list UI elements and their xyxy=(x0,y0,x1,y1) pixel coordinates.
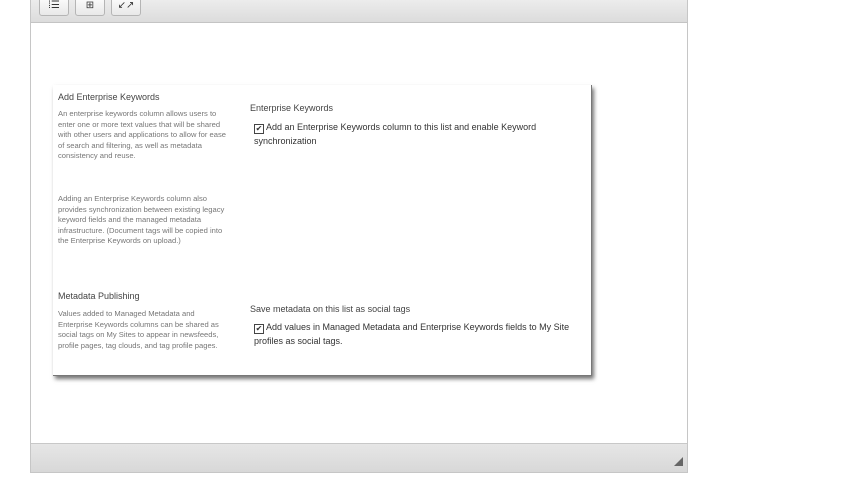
expand-icon-button[interactable] xyxy=(111,0,141,16)
settings-panel xyxy=(53,85,592,376)
expand-icon: ↙↗ xyxy=(117,0,135,11)
publishing-checkbox-row[interactable] xyxy=(254,320,594,348)
table-icon: ⊞ xyxy=(85,0,95,11)
keywords-description-2: Adding an Enterprise Keywords column also provides synchronization between existing legacy keyword fields and the managed metadata infrastructure. (Document tags will be copied into the Enterprise Keywords on upload.) xyxy=(58,194,225,246)
keywords-checkbox-label: Add an Enterprise Keywords column to this list and enable Keyword synchronization xyxy=(254,122,537,146)
publishing-checkbox[interactable]: ✔ xyxy=(255,324,263,333)
status-bar xyxy=(31,443,687,472)
keywords-section-title: Add Enterprise Keywords xyxy=(58,92,160,102)
list-icon-button[interactable] xyxy=(39,0,69,16)
keywords-checkbox[interactable]: ✔ xyxy=(255,124,263,133)
keywords-field-label: Enterprise Keywords xyxy=(250,103,334,113)
resize-grip-icon[interactable] xyxy=(674,457,683,466)
publishing-checkbox-label: Add values in Managed Metadata and Enterprise Keywords fields to My Site profiles as social tags. xyxy=(254,322,570,346)
toolbar xyxy=(31,0,687,23)
keywords-checkbox-row[interactable] xyxy=(254,120,584,148)
list-icon: ⁞☰ xyxy=(48,0,60,11)
publishing-field-label: Save metadata on this list as social tags xyxy=(250,304,411,314)
publishing-section-title: Metadata Publishing xyxy=(58,291,140,301)
keywords-description: An enterprise keywords column allows users to enter one or more text values that will be shared with other users and applications to allow for ease of search and filtering, as well as metadata consistency and reuse. xyxy=(58,109,227,161)
publishing-description: Values added to Managed Metadata and Enterprise Keywords columns can be shared as social tags on My Sites to appear in newsfeeds, profile pages, tag clouds, and tag profile pages. xyxy=(58,309,219,350)
table-icon-button[interactable] xyxy=(75,0,105,16)
